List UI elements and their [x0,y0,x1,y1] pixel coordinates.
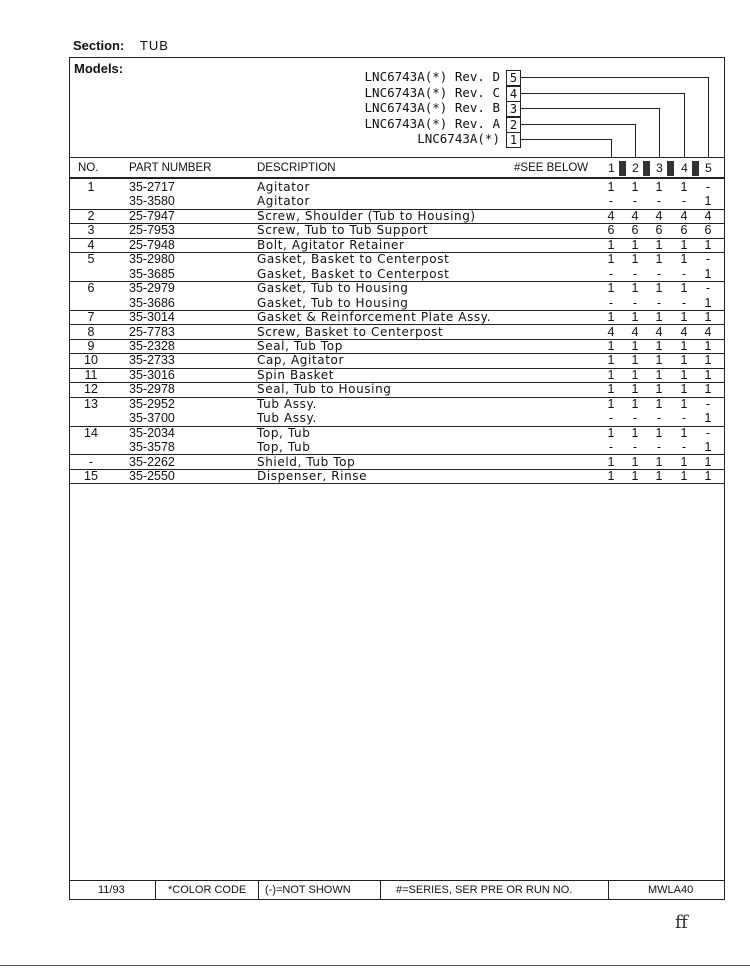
table-row [70,397,724,411]
quantity-cell: 4 [631,208,639,223]
footer-not-shown: (-)=NOT SHOWN [265,884,351,896]
quantity-cell: - [656,295,662,310]
quantity-cell: 1 [607,281,615,296]
part-number: 35-2034 [129,425,175,440]
part-description: Gasket, Basket to Centerpost [257,252,450,267]
part-description: Dispenser, Rinse [257,469,368,483]
header-col-shade [643,161,650,176]
page-bottom-rule [0,965,750,966]
quantity-cell: - [705,425,711,440]
quantity-cell: 6 [607,223,615,238]
part-number: 25-7947 [129,208,175,223]
quantity-cell: - [656,194,662,209]
table-row [70,469,724,484]
part-number: 25-7953 [129,223,175,238]
quantity-cell: 1 [680,310,688,325]
footer-divider [155,881,156,900]
quantity-cell: 1 [680,180,688,194]
part-description: Tub Assy. [257,411,317,426]
parts-list-frame [69,57,725,900]
quantity-cell: 1 [680,396,688,411]
quantity-cell: 1 [631,396,639,411]
part-number: 35-2980 [129,252,175,267]
footer-series-note: #=SERIES, SER PRE OR RUN NO. [396,884,573,896]
handwritten-mark: ff [675,912,688,933]
model-name: LNC6743A(*) Rev. D [364,69,500,84]
part-description: Seal, Tub Top [257,338,343,353]
table-row [70,310,724,325]
part-number: 35-3685 [129,266,175,281]
model-leader-line [521,77,708,78]
item-number: 9 [87,338,95,353]
models-label: Models: [74,61,124,76]
quantity-cell: 4 [607,324,615,339]
table-row [70,252,724,266]
quantity-cell: 1 [631,338,639,353]
table-row [70,281,724,295]
quantity-cell: 1 [704,237,712,252]
part-number: 35-3578 [129,440,175,455]
quantity-cell: 1 [655,310,663,325]
model-column-box: 5 [506,70,521,86]
header-bottom-rule [70,177,724,179]
quantity-cell: 1 [655,338,663,353]
part-description: Agitator [257,194,310,209]
header-top-rule [70,157,724,158]
part-number: 35-3580 [129,194,175,209]
quantity-cell: 1 [704,295,712,310]
part-number: 35-2978 [129,382,175,397]
table-row [70,440,724,455]
quantity-cell: 1 [704,411,712,426]
quantity-cell: - [656,440,662,455]
table-row [70,180,724,194]
quantity-cell: 1 [680,382,688,397]
table-row [70,411,724,426]
item-number: 11 [84,367,98,382]
quantity-cell: - [705,252,711,267]
item-number: 15 [84,469,98,483]
footer-divider [608,881,609,900]
footer-divider [258,881,259,900]
quantity-cell: - [608,411,614,426]
table-row [70,353,724,368]
quantity-cell: 1 [680,454,688,469]
quantity-cell: - [608,266,614,281]
item-number: 12 [84,382,98,397]
item-number: 6 [87,281,95,296]
part-description: Screw, Shoulder (Tub to Housing) [257,208,476,223]
section-label: Section: [73,38,125,53]
quantity-cell: 1 [631,425,639,440]
quantity-cell: - [632,440,638,455]
quantity-cell: 6 [631,223,639,238]
quantity-cell: 4 [655,324,663,339]
header-col-shade [619,161,626,176]
quantity-cell: 1 [607,353,615,368]
model-leader-line [521,108,659,109]
quantity-cell: - [681,266,687,281]
part-description: Agitator [257,180,310,194]
quantity-cell: - [608,440,614,455]
part-description: Shield, Tub Top [257,454,356,469]
model-name: LNC6743A(*) Rev. A [364,115,500,131]
quantity-cell: 1 [607,252,615,267]
quantity-cell: 1 [704,310,712,325]
quantity-cell: 1 [680,353,688,368]
quantity-cell: - [608,194,614,209]
table-row [70,426,724,440]
quantity-cell: 4 [704,208,712,223]
header-see-below: #SEE BELOW [514,162,589,174]
quantity-cell: 1 [680,252,688,267]
item-number: 4 [87,237,95,252]
part-description: Gasket, Tub to Housing [257,295,409,310]
quantity-cell: 1 [704,266,712,281]
quantity-cell: 1 [631,252,639,267]
quantity-cell: 1 [655,454,663,469]
table-row [70,194,724,209]
header-no: NO. [78,162,99,174]
quantity-cell: 1 [655,252,663,267]
quantity-cell: 1 [607,425,615,440]
quantity-cell: 4 [655,208,663,223]
part-description: Top, Tub [257,425,311,440]
part-number: 35-3016 [129,367,175,382]
model-column-box: 2 [506,117,521,133]
part-number: 35-2262 [129,454,175,469]
quantity-cell: 1 [704,353,712,368]
model-column-box: 4 [506,86,521,102]
quantity-cell: 1 [680,367,688,382]
model-name: LNC6743A(*) Rev. C [364,84,500,100]
part-number: 35-2328 [129,338,175,353]
header-col-shade [692,161,699,176]
model-leader-line [521,124,635,125]
item-number: 1 [87,180,95,194]
header-model-col: 1 [608,161,615,175]
model-name: LNC6743A(*) [417,131,500,146]
quantity-cell: - [681,411,687,426]
model-leader-line [611,139,612,158]
model-column-box: 1 [506,132,521,148]
part-description: Spin Basket [257,367,335,382]
quantity-cell: - [681,194,687,209]
footer-date: 11/93 [98,884,125,896]
table-row [70,238,724,253]
quantity-cell: 1 [631,469,639,483]
item-number: 14 [84,425,98,440]
model-leader-line [684,93,685,159]
header-model-col: 3 [656,161,663,175]
quantity-cell: - [632,411,638,426]
quantity-cell: 1 [704,440,712,455]
quantity-cell: 6 [680,223,688,238]
quantity-cell: 1 [704,454,712,469]
table-row [70,339,724,354]
quantity-cell: - [705,396,711,411]
part-number: 35-3014 [129,310,175,325]
item-number: 3 [87,223,95,238]
quantity-cell: 1 [655,237,663,252]
quantity-cell: 1 [680,425,688,440]
table-row [70,455,724,470]
quantity-cell: - [632,266,638,281]
quantity-cell: - [632,194,638,209]
quantity-cell: 1 [704,382,712,397]
item-number: - [88,454,94,469]
part-number: 25-7783 [129,324,175,339]
header-part-number: PART NUMBER [129,162,212,174]
part-number: 25-7948 [129,237,175,252]
footer-divider [380,881,381,900]
quantity-cell: 1 [655,180,663,194]
quantity-cell: - [705,281,711,296]
quantity-cell: 1 [607,338,615,353]
section-heading [73,38,169,53]
quantity-cell: 4 [607,208,615,223]
item-number: 8 [87,324,95,339]
quantity-cell: 1 [655,382,663,397]
quantity-cell: 1 [607,180,615,194]
quantity-cell: 1 [631,180,639,194]
quantity-cell: 1 [655,367,663,382]
quantity-cell: 4 [680,208,688,223]
quantity-cell: 1 [655,281,663,296]
part-description: Bolt, Agitator Retainer [257,237,405,252]
model-column-box: 3 [506,101,521,117]
model-leader-line [708,77,709,158]
quantity-cell: 1 [631,367,639,382]
quantity-cell: 1 [631,281,639,296]
part-number: 35-3686 [129,295,175,310]
item-number: 10 [84,353,98,368]
quantity-cell: 1 [631,382,639,397]
quantity-cell: 1 [655,425,663,440]
part-description: Screw, Basket to Centerpost [257,324,444,339]
table-row [70,325,724,340]
table-row [70,223,724,238]
footer-color-code: *COLOR CODE [168,884,247,896]
header-model-col: 5 [705,161,712,175]
quantity-cell: - [656,266,662,281]
quantity-cell: 1 [631,310,639,325]
quantity-cell: - [681,295,687,310]
footer-bar [70,880,724,900]
part-description: Screw, Tub to Tub Support [257,223,429,238]
quantity-cell: 1 [704,194,712,209]
quantity-cell: 1 [607,367,615,382]
quantity-cell: 1 [631,237,639,252]
item-number: 5 [87,252,95,267]
header-col-shade [667,161,674,176]
quantity-cell: - [705,180,711,194]
quantity-cell: 1 [680,237,688,252]
table-row [70,296,724,311]
model-leader-line [521,139,611,140]
quantity-cell: - [632,295,638,310]
quantity-cell: 6 [704,223,712,238]
part-number: 35-2550 [129,469,175,483]
part-number: 35-2979 [129,281,175,296]
quantity-cell: 1 [680,338,688,353]
model-leader-line [635,124,636,159]
part-description: Seal, Tub to Housing [257,382,392,397]
quantity-cell: 1 [704,367,712,382]
part-description: Gasket, Basket to Centerpost [257,266,450,281]
quantity-cell: - [681,440,687,455]
part-number: 35-3700 [129,411,175,426]
quantity-cell: 1 [607,469,615,483]
item-number: 7 [87,310,95,325]
model-leader-line [521,93,684,94]
part-number: 35-2717 [129,180,175,194]
section-value: TUB [139,38,169,53]
quantity-cell: 1 [655,353,663,368]
quantity-cell: 1 [680,469,688,483]
item-number: 2 [87,208,95,223]
table-row [70,382,724,397]
item-number: 13 [84,396,98,411]
quantity-cell: 1 [631,353,639,368]
table-row [70,368,724,383]
quantity-cell: 4 [704,324,712,339]
part-description: Cap, Agitator [257,353,344,368]
quantity-cell: 1 [607,382,615,397]
quantity-cell: 1 [655,396,663,411]
quantity-cell: 1 [680,281,688,296]
model-name: LNC6743A(*) Rev. B [364,100,500,115]
footer-code: MWLA40 [648,884,694,896]
quantity-cell: 1 [655,469,663,483]
header-description: DESCRIPTION [257,162,336,174]
model-leader-line [659,108,660,158]
part-description: Top, Tub [257,440,311,455]
part-description: Tub Assy. [257,396,317,411]
quantity-cell: 1 [607,454,615,469]
quantity-cell: 4 [680,324,688,339]
table-row [70,267,724,282]
part-description: Gasket & Reinforcement Plate Assy. [257,310,492,325]
quantity-cell: - [656,411,662,426]
part-description: Gasket, Tub to Housing [257,281,409,296]
part-number: 35-2733 [129,353,175,368]
header-model-col: 4 [681,161,688,175]
table-row [70,209,724,224]
part-number: 35-2952 [129,396,175,411]
header-model-col: 2 [632,161,639,175]
quantity-cell: 1 [704,338,712,353]
quantity-cell: 4 [631,324,639,339]
quantity-cell: 1 [704,469,712,483]
quantity-cell: 1 [607,396,615,411]
quantity-cell: 1 [607,310,615,325]
quantity-cell: 1 [607,237,615,252]
quantity-cell: 6 [655,223,663,238]
quantity-cell: 1 [631,454,639,469]
quantity-cell: - [608,295,614,310]
